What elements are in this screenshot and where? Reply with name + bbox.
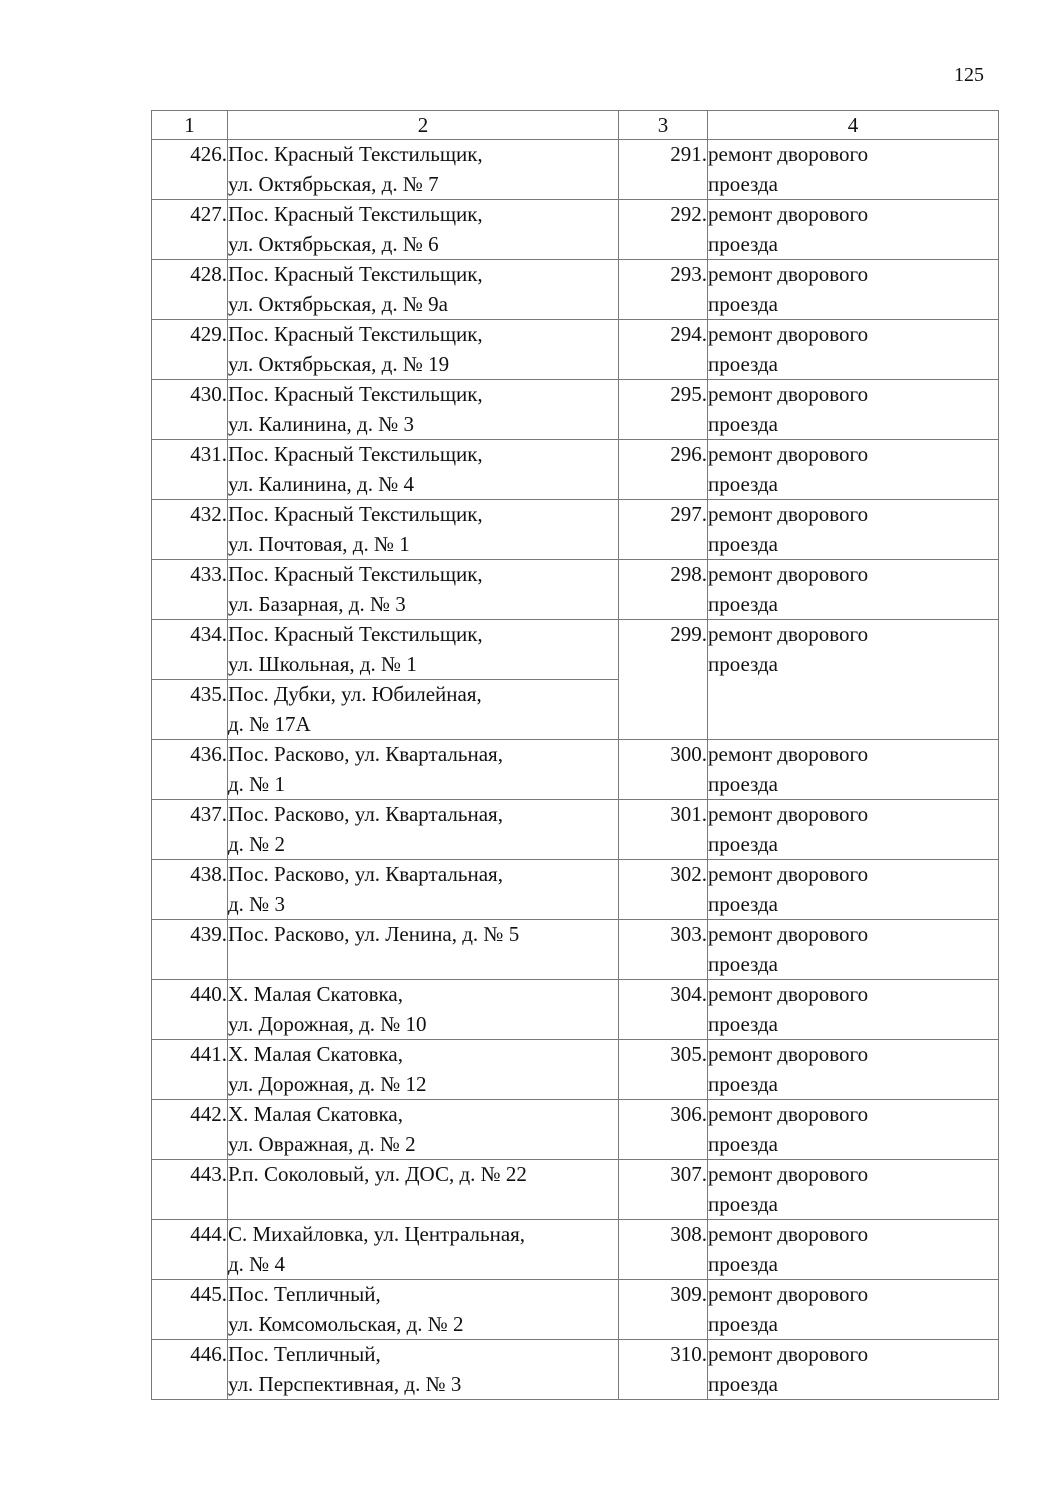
work-type-line: ремонт дворового	[708, 1282, 869, 1306]
object-number-cell	[619, 440, 708, 500]
address-line: Х. Малая Скатовка,	[228, 1042, 403, 1066]
table-row	[152, 1280, 999, 1340]
work-type-line: ремонт дворового	[708, 1102, 869, 1126]
work-type-cell	[708, 920, 999, 980]
work-type-line: проезда	[708, 351, 778, 376]
row-number-cell	[152, 380, 228, 440]
object-number-cell	[619, 620, 708, 740]
work-type-line: проезда	[708, 1071, 778, 1096]
row-number-cell	[152, 680, 228, 740]
work-type-line: проезда	[708, 231, 778, 256]
address-line: Х. Малая Скатовка,	[228, 1102, 403, 1126]
row-number-cell	[152, 260, 228, 320]
address-line: Пос. Красный Текстильщик,	[228, 322, 483, 346]
table-row	[152, 320, 999, 380]
table-row	[152, 1100, 999, 1160]
table-row	[152, 740, 999, 800]
object-number: 294.	[670, 322, 707, 346]
address-cell	[228, 560, 619, 620]
work-type-line: ремонт дворового	[708, 742, 869, 766]
row-number-cell	[152, 860, 228, 920]
object-number: 293.	[670, 262, 707, 286]
address-line: ул. Дорожная, д. № 12	[228, 1071, 427, 1096]
work-type-line: ремонт дворового	[708, 1042, 869, 1066]
address-line: ул. Овражная, д. № 2	[228, 1131, 416, 1156]
address-line: ул. Октябрьская, д. № 7	[228, 171, 439, 196]
row-number: 439.	[190, 922, 227, 946]
address-line: д. № 4	[228, 1251, 285, 1276]
row-number: 429.	[190, 322, 227, 346]
work-type-line: проезда	[708, 531, 778, 556]
row-number: 437.	[190, 802, 227, 826]
object-number: 296.	[670, 442, 707, 466]
table-row	[152, 140, 999, 200]
object-number: 304.	[670, 982, 707, 1006]
object-number: 298.	[670, 562, 707, 586]
work-type-line: ремонт дворового	[708, 442, 869, 466]
work-type-line: ремонт дворового	[708, 922, 869, 946]
work-type-cell	[708, 740, 999, 800]
object-number-cell	[619, 860, 708, 920]
work-type-line: проезда	[708, 1191, 778, 1216]
object-number: 301.	[670, 802, 707, 826]
row-number: 434.	[190, 622, 227, 646]
work-type-cell	[708, 980, 999, 1040]
table-row	[152, 380, 999, 440]
work-type-line: ремонт дворового	[708, 322, 869, 346]
address-cell	[228, 680, 619, 740]
object-number-cell	[619, 920, 708, 980]
object-number-cell	[619, 1280, 708, 1340]
address-line: Пос. Красный Текстильщик,	[228, 262, 483, 286]
object-number: 300.	[670, 742, 707, 766]
object-number-cell	[619, 500, 708, 560]
object-number-cell	[619, 200, 708, 260]
work-type-cell	[708, 500, 999, 560]
work-type-line: проезда	[708, 1011, 778, 1036]
object-number: 302.	[670, 862, 707, 886]
work-type-line: проезда	[708, 291, 778, 316]
row-number: 435.	[190, 682, 227, 706]
object-number: 303.	[670, 922, 707, 946]
table-body	[152, 111, 999, 1400]
row-number: 441.	[190, 1042, 227, 1066]
object-number-cell	[619, 1340, 708, 1400]
table-header-row	[152, 111, 999, 140]
row-number-cell	[152, 500, 228, 560]
work-type-line: проезда	[708, 1131, 778, 1156]
table-row	[152, 260, 999, 320]
object-number: 309.	[670, 1282, 707, 1306]
address-line: Р.п. Соколовый, ул. ДОС, д. № 22	[228, 1162, 527, 1186]
row-number: 443.	[190, 1162, 227, 1186]
address-line: С. Михайловка, ул. Центральная,	[228, 1222, 526, 1246]
address-cell	[228, 380, 619, 440]
row-number-cell	[152, 980, 228, 1040]
table-row	[152, 1040, 999, 1100]
row-number: 440.	[190, 982, 227, 1006]
address-line: Пос. Красный Текстильщик,	[228, 382, 483, 406]
row-number: 444.	[190, 1222, 227, 1246]
page-number: 125	[954, 64, 984, 86]
row-number-cell	[152, 200, 228, 260]
address-cell	[228, 1100, 619, 1160]
address-cell	[228, 1280, 619, 1340]
work-type-line: проезда	[708, 411, 778, 436]
works-table	[151, 110, 999, 1400]
row-number-cell	[152, 1220, 228, 1280]
address-line: ул. Дорожная, д. № 10	[228, 1011, 427, 1036]
work-type-line: ремонт дворового	[708, 142, 869, 166]
address-cell	[228, 260, 619, 320]
work-type-line: проезда	[708, 771, 778, 796]
row-number: 430.	[190, 382, 227, 406]
work-type-line: проезда	[708, 1311, 778, 1336]
work-type-cell	[708, 1040, 999, 1100]
work-type-line: ремонт дворового	[708, 1342, 869, 1366]
address-cell	[228, 440, 619, 500]
address-line: д. № 2	[228, 831, 285, 856]
address-cell	[228, 500, 619, 560]
address-line: ул. Почтовая, д. № 1	[228, 531, 410, 556]
object-number-cell	[619, 1100, 708, 1160]
object-number: 305.	[670, 1042, 707, 1066]
address-line: Пос. Расково, ул. Квартальная,	[228, 742, 503, 766]
address-line: ул. Школьная, д. № 1	[228, 651, 417, 676]
work-type-cell	[708, 800, 999, 860]
work-type-line: проезда	[708, 591, 778, 616]
object-number-cell	[619, 800, 708, 860]
address-line: Пос. Тепличный,	[228, 1342, 381, 1366]
header-cell-3: 3	[619, 111, 708, 140]
object-number: 310.	[670, 1342, 707, 1366]
object-number-cell	[619, 560, 708, 620]
address-line: Пос. Расково, ул. Квартальная,	[228, 802, 503, 826]
address-line: Пос. Красный Текстильщик,	[228, 442, 483, 466]
address-line: Пос. Красный Текстильщик,	[228, 562, 483, 586]
address-line: ул. Октябрьская, д. № 9а	[228, 291, 448, 316]
work-type-line: проезда	[708, 171, 778, 196]
row-number: 428.	[190, 262, 227, 286]
address-line: Пос. Красный Текстильщик,	[228, 202, 483, 226]
work-type-cell	[708, 860, 999, 920]
object-number-cell	[619, 980, 708, 1040]
table-row	[152, 500, 999, 560]
work-type-line: ремонт дворового	[708, 202, 869, 226]
address-cell	[228, 1040, 619, 1100]
work-type-line: проезда	[708, 651, 778, 676]
address-cell	[228, 980, 619, 1040]
object-number: 299.	[670, 622, 707, 646]
table-row	[152, 800, 999, 860]
address-line: ул. Комсомольская, д. № 2	[228, 1311, 464, 1336]
address-line: Пос. Расково, ул. Квартальная,	[228, 862, 503, 886]
work-type-cell	[708, 560, 999, 620]
object-number-cell	[619, 380, 708, 440]
work-type-line: проезда	[708, 891, 778, 916]
work-type-line: ремонт дворового	[708, 982, 869, 1006]
work-type-cell	[708, 140, 999, 200]
row-number: 427.	[190, 202, 227, 226]
row-number-cell	[152, 1280, 228, 1340]
row-number: 438.	[190, 862, 227, 886]
row-number-cell	[152, 920, 228, 980]
row-number-cell	[152, 1040, 228, 1100]
object-number: 291.	[670, 142, 707, 166]
address-line: ул. Октябрьская, д. № 19	[228, 351, 450, 376]
table-row	[152, 200, 999, 260]
row-number-cell	[152, 1340, 228, 1400]
work-type-line: ремонт дворового	[708, 862, 869, 886]
object-number-cell	[619, 740, 708, 800]
work-type-cell	[708, 200, 999, 260]
row-number: 442.	[190, 1102, 227, 1126]
row-number: 436.	[190, 742, 227, 766]
object-number: 306.	[670, 1102, 707, 1126]
work-type-cell	[708, 320, 999, 380]
object-number-cell	[619, 320, 708, 380]
header-cell-2: 2	[228, 111, 619, 140]
row-number-cell	[152, 1100, 228, 1160]
work-type-cell	[708, 1160, 999, 1220]
address-line: Пос. Расково, ул. Ленина, д. № 5	[228, 922, 520, 946]
address-line: Пос. Дубки, ул. Юбилейная,	[228, 682, 482, 706]
address-cell	[228, 620, 619, 680]
row-number: 431.	[190, 442, 227, 466]
work-type-line: проезда	[708, 1371, 778, 1396]
work-type-line: проезда	[708, 471, 778, 496]
table-row	[152, 440, 999, 500]
object-number-cell	[619, 260, 708, 320]
address-line: д. № 1	[228, 771, 285, 796]
address-cell	[228, 1160, 619, 1220]
address-line: ул. Калинина, д. № 3	[228, 411, 415, 436]
work-type-cell	[708, 620, 999, 740]
address-cell	[228, 1220, 619, 1280]
row-number: 445.	[190, 1282, 227, 1306]
work-type-cell	[708, 1280, 999, 1340]
table-row	[152, 920, 999, 980]
address-cell	[228, 320, 619, 380]
object-number: 292.	[670, 202, 707, 226]
work-type-line: проезда	[708, 831, 778, 856]
work-type-cell	[708, 1100, 999, 1160]
work-type-line: ремонт дворового	[708, 262, 869, 286]
object-number: 307.	[670, 1162, 707, 1186]
address-line: ул. Перспективная, д. № 3	[228, 1371, 462, 1396]
address-line: ул. Октябрьская, д. № 6	[228, 231, 439, 256]
address-cell	[228, 740, 619, 800]
work-type-line: ремонт дворового	[708, 1222, 869, 1246]
work-type-line: ремонт дворового	[708, 562, 869, 586]
address-cell	[228, 920, 619, 980]
row-number-cell	[152, 620, 228, 680]
header-cell-1: 1	[152, 111, 228, 140]
row-number-cell	[152, 560, 228, 620]
work-type-line: проезда	[708, 1251, 778, 1276]
address-cell	[228, 140, 619, 200]
table-row	[152, 1220, 999, 1280]
work-type-line: ремонт дворового	[708, 1162, 869, 1186]
table-row	[152, 860, 999, 920]
object-number-cell	[619, 1040, 708, 1100]
row-number-cell	[152, 440, 228, 500]
address-line: д. № 3	[228, 891, 285, 916]
object-number: 295.	[670, 382, 707, 406]
address-cell	[228, 800, 619, 860]
work-type-line: проезда	[708, 951, 778, 976]
row-number-cell	[152, 140, 228, 200]
address-line: д. № 17А	[228, 711, 311, 736]
address-line: Х. Малая Скатовка,	[228, 982, 403, 1006]
header-cell-4: 4	[708, 111, 999, 140]
address-line: Пос. Красный Текстильщик,	[228, 622, 483, 646]
table-row	[152, 980, 999, 1040]
row-number-cell	[152, 800, 228, 860]
work-type-line: ремонт дворового	[708, 502, 869, 526]
table-row	[152, 620, 999, 680]
row-number: 426.	[190, 142, 227, 166]
address-line: Пос. Красный Текстильщик,	[228, 142, 483, 166]
address-line: Пос. Тепличный,	[228, 1282, 381, 1306]
address-cell	[228, 860, 619, 920]
address-cell	[228, 1340, 619, 1400]
work-type-cell	[708, 440, 999, 500]
table-row	[152, 1340, 999, 1400]
object-number-cell	[619, 1220, 708, 1280]
work-type-cell	[708, 380, 999, 440]
address-line: ул. Базарная, д. № 3	[228, 591, 406, 616]
table-row	[152, 560, 999, 620]
object-number-cell	[619, 140, 708, 200]
address-line: Пос. Красный Текстильщик,	[228, 502, 483, 526]
address-cell	[228, 200, 619, 260]
work-type-cell	[708, 1220, 999, 1280]
work-type-line: ремонт дворового	[708, 622, 869, 646]
work-type-cell	[708, 260, 999, 320]
work-type-line: ремонт дворового	[708, 802, 869, 826]
work-type-cell	[708, 1340, 999, 1400]
row-number: 446.	[190, 1342, 227, 1366]
table-row	[152, 1160, 999, 1220]
row-number: 433.	[190, 562, 227, 586]
object-number: 308.	[670, 1222, 707, 1246]
row-number-cell	[152, 740, 228, 800]
row-number-cell	[152, 1160, 228, 1220]
row-number-cell	[152, 320, 228, 380]
address-line: ул. Калинина, д. № 4	[228, 471, 415, 496]
object-number-cell	[619, 1160, 708, 1220]
work-type-line: ремонт дворового	[708, 382, 869, 406]
row-number: 432.	[190, 502, 227, 526]
object-number: 297.	[670, 502, 707, 526]
